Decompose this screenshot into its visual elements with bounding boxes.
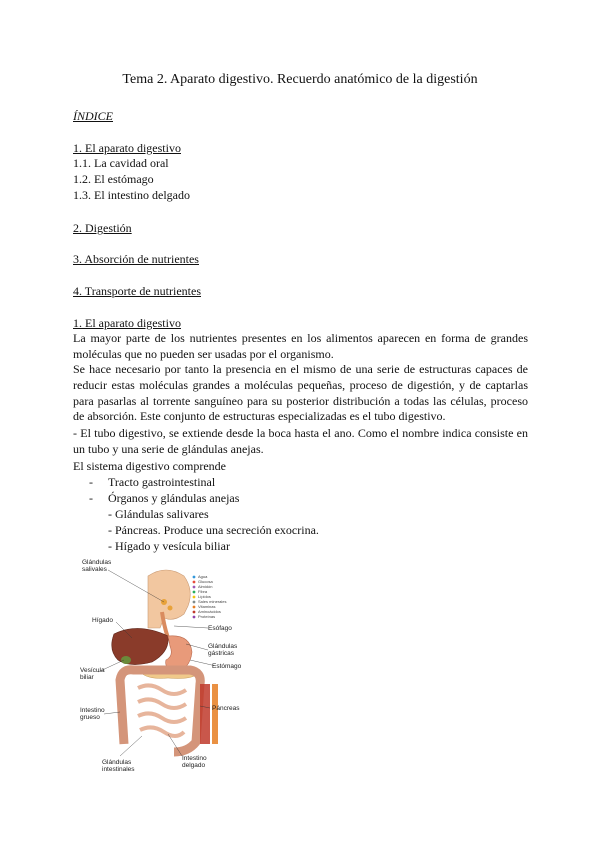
label-gastric-glands: Glándulas bbox=[208, 643, 238, 650]
index-section-2: 2. Digestión bbox=[73, 221, 132, 235]
legend-item: Lípidos bbox=[198, 594, 211, 599]
sublist-item: - Páncreas. Produce una secreción exocrina. bbox=[108, 523, 319, 537]
list-item: Órganos y glándulas anejas bbox=[108, 491, 240, 505]
index-heading: ÍNDICE bbox=[73, 109, 113, 123]
label-pancreas: Páncreas bbox=[212, 705, 240, 712]
label-salivary-glands: salivales bbox=[82, 566, 107, 573]
label-gastric-glands: gástricas bbox=[208, 650, 235, 657]
index-section-3: 3. Absorción de nutrientes bbox=[73, 252, 199, 266]
legend-item: Almidón bbox=[198, 584, 213, 589]
list-dash: - bbox=[89, 475, 93, 489]
label-intestinal-glands: intestinales bbox=[102, 766, 135, 773]
legend-item: Sales minerales bbox=[198, 599, 227, 604]
label-liver: Hígado bbox=[92, 617, 113, 624]
label-esophagus: Esófago bbox=[208, 625, 232, 632]
index-section-4: 4. Transporte de nutrientes bbox=[73, 284, 201, 298]
index-subsection-1-3: 1.3. El intestino delgado bbox=[73, 188, 190, 202]
figure-legend bbox=[193, 574, 227, 619]
liver-shape bbox=[112, 628, 168, 664]
large-intestine-shape bbox=[120, 670, 200, 752]
label-salivary-glands: Glándulas bbox=[82, 559, 112, 566]
digestive-system-figure bbox=[78, 556, 243, 778]
blood-vessel-band bbox=[200, 684, 210, 744]
sublist-item: - Hígado y vesícula biliar bbox=[108, 539, 230, 553]
list-item: Tracto gastrointestinal bbox=[108, 475, 216, 489]
legend-item: Proteínas bbox=[198, 614, 216, 619]
legend-item: Glucosa bbox=[198, 579, 213, 584]
small-intestine-shape bbox=[138, 685, 186, 736]
salivary-gland-shape bbox=[168, 606, 173, 611]
gallbladder-shape bbox=[121, 656, 131, 664]
index-section-1: 1. El aparato digestivo bbox=[73, 141, 181, 155]
label-small-intestine: delgado bbox=[182, 762, 206, 769]
label-intestinal-glands: Glándulas bbox=[102, 759, 132, 766]
label-small-intestine: Intestino bbox=[182, 755, 207, 762]
document-title: Tema 2. Aparato digestivo. Recuerdo anatómico de la digestión bbox=[122, 72, 478, 87]
sublist-item: - Glándulas salivares bbox=[108, 507, 209, 521]
paragraph-4: El sistema digestivo comprende bbox=[73, 459, 226, 473]
paragraph-3: - El tubo digestivo, se extiende desde la boca hasta el ano. Como el nombre indica consiste en un tubo y una serie de glándulas anejas. bbox=[73, 426, 528, 456]
paragraph-1: La mayor parte de los nutrientes presentes en los alimentos aparecen en forma de grandes moléculas que no pueden ser usadas por el organismo. bbox=[73, 331, 528, 361]
legend-item: Agua bbox=[198, 574, 208, 579]
label-gallbladder: biliar bbox=[80, 674, 94, 681]
index-subsection-1-1: 1.1. La cavidad oral bbox=[73, 156, 169, 170]
head-silhouette bbox=[148, 570, 190, 628]
paragraph-2: Se hace necesario por tanto la presencia en el mismo de una serie de estructuras capaces de reducir estas moléculas grandes a moléculas pequeñas, proceso de digestión, y de captarlas para pasarlas al torrente sanguíneo para su posterior distribución a todas las células, proceso de absorción. Este conjunto de estructuras especializadas es el tubo digestivo. bbox=[73, 362, 528, 424]
label-stomach: Estómago bbox=[212, 663, 242, 670]
label-large-intestine: grueso bbox=[80, 714, 100, 721]
legend-item: Fibra bbox=[198, 589, 208, 594]
legend-item: Aminoácidos bbox=[198, 609, 221, 614]
label-large-intestine: Intestino bbox=[80, 707, 105, 714]
index-subsection-1-2: 1.2. El estómago bbox=[73, 172, 154, 186]
lymph-vessel-band bbox=[212, 684, 218, 744]
list-dash: - bbox=[89, 491, 93, 505]
label-gallbladder: Vesícula bbox=[80, 667, 105, 674]
legend-item: Vitaminas bbox=[198, 604, 216, 609]
section-heading: 1. El aparato digestivo bbox=[73, 316, 181, 330]
